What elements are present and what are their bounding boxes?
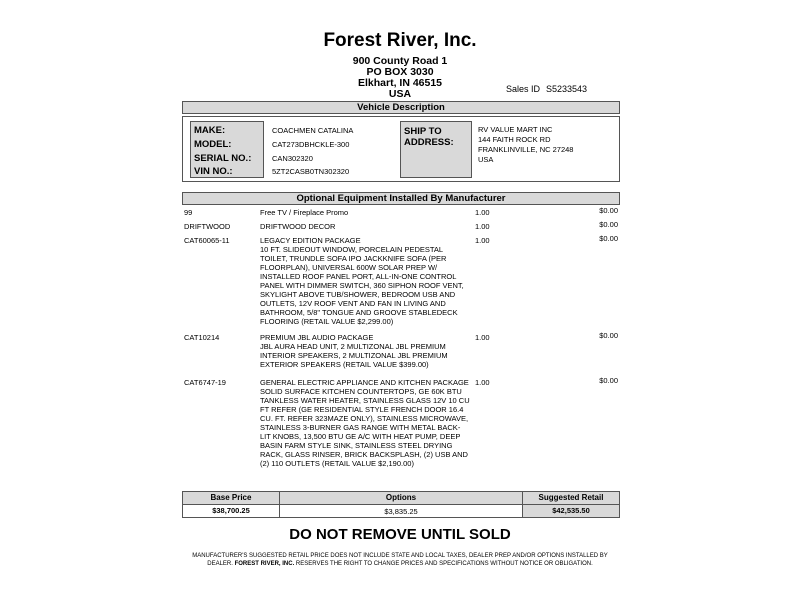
option-description: GENERAL ELECTRIC APPLIANCE AND KITCHEN PACKAGE SOLID SURFACE KITCHEN COUNTERTOPS, GE 60K BTU TANKLESS WATER HEATER, STAINLESS GLASS 12V 10 CU FT REFER (GE RESIDENTIAL STYLE FRENCH DOOR 16.4 CU. FT. REFER 323MAZE ONLY), STAINLESS MICROWAVE, STAINLESS 3-BURNER GAS RANGE WITH METAL BACK-LIT KNOBS, 13,500 BTU GE A/C WITH HEAT PUMP, DEEP BASIN FARM STYLE SINK, STAINLESS STEEL DRYING RACK, GLASS RINSER, BRICK BACKSPLASH, (2) USB AND (2) 110 OUTLETS (RETAIL VALUE $2,190.00): [260, 378, 470, 468]
vin-value: 5ZT2CASB0TN302320: [272, 167, 350, 176]
serial-label: SERIAL NO.:: [194, 153, 252, 164]
address-line: PO BOX 3030: [366, 66, 434, 78]
model-value: CAT273DBHCKLE-300: [272, 140, 350, 149]
sales-id-value: S5233543: [546, 84, 588, 94]
suggested-retail-value: $42,535.50: [552, 506, 590, 515]
disclaimer-company: FOREST RIVER, INC.: [234, 561, 295, 567]
option-description: DRIFTWOOD DECOR: [260, 222, 336, 231]
address-line: USA: [388, 88, 412, 100]
ship-to-line: USA: [478, 155, 494, 164]
suggested-retail-label: Suggested Retail: [538, 493, 604, 502]
sales-id-label: Sales ID: [506, 84, 541, 94]
make-label: MAKE:: [194, 125, 226, 136]
options-label: Options: [385, 493, 417, 502]
make-value: COACHMEN CATALINA: [272, 126, 354, 135]
option-price: $0.00: [599, 376, 618, 385]
option-price: $0.00: [599, 331, 618, 340]
address-line: Elkhart, IN 46515: [357, 77, 443, 89]
serial-value: CAN302320: [272, 154, 313, 163]
address-line: 900 County Road 1: [352, 55, 448, 67]
ship-to-line: RV VALUE MART INC: [478, 125, 553, 134]
ship-to-line: 144 FAITH ROCK RD: [478, 135, 551, 144]
sales-id: [506, 84, 587, 94]
model-label: MODEL:: [194, 139, 232, 150]
vin-label: VIN NO.:: [194, 166, 233, 177]
company-address: [0, 56, 800, 100]
disclaimer-text: MANUFACTURER'S SUGGESTED RETAIL PRICE DOES NOT INCLUDE STATE AND LOCAL TAXES, DEALER PREP AND/OR OPTIONS INSTALLED BY DEALER.: [192, 553, 608, 567]
optional-equipment-header: Optional Equipment Installed By Manufacturer: [182, 192, 620, 205]
option-qty: 1.00: [475, 236, 490, 245]
option-qty: 1.00: [475, 378, 490, 387]
base-price-value: $38,700.25: [212, 506, 250, 515]
option-description: LEGACY EDITION PACKAGE 10 FT. SLIDEOUT WINDOW, PORCELAIN PEDESTAL TOILET, TRUNDLE SOFA IPO JACKKNIFE SOFA (PER FLOORPLAN), UNIVERSAL 600W SOLAR PREP W/ INSTALLED ROOF PANEL PORT, ALL-IN-ONE CONTROL PANEL WITH DIMMER SWITCH, 360 SIPHON ROOF VENT, SKYLIGHT ABOVE TUB/SHOWER, BEDROOM USB AND OUTLETS, 12V ROOF VENT AND FAN IN LIVING AND BATHROOM, 5/8" TONGUE AND GROOVE STABLEDECK FLOORING (RETAIL VALUE $2,299.00): [260, 236, 464, 326]
option-price: $0.00: [599, 220, 618, 229]
ship-to-address: [478, 125, 573, 165]
option-price: $0.00: [599, 206, 618, 215]
option-code: 99: [184, 208, 193, 217]
option-qty: 1.00: [475, 333, 490, 342]
option-qty: 1.00: [475, 222, 490, 231]
option-code: DRIFTWOOD: [184, 222, 231, 231]
ship-to-line: FRANKLINVILLE, NC 27248: [478, 145, 574, 154]
option-description: Free TV / Fireplace Promo: [260, 208, 349, 217]
vehicle-description-header: Vehicle Description: [182, 101, 620, 114]
base-price-label: Base Price: [210, 493, 252, 502]
company-name: Forest River, Inc.: [323, 30, 477, 51]
ship-to-label: SHIP TO ADDRESS:: [404, 126, 454, 148]
option-code: CAT60065-11: [184, 236, 230, 245]
option-qty: 1.00: [475, 208, 490, 217]
option-code: CAT10214: [184, 333, 220, 342]
option-description: PREMIUM JBL AUDIO PACKAGE JBL AURA HEAD UNIT, 2 MULTIZONAL JBL PREMIUM INTERIOR SPEAKERS, 2 MULTIZONAL JBL PREMIUM EXTERIOR SPEAKERS (RETAIL VALUE $399.00): [260, 333, 448, 369]
disclaimer-text: RESERVES THE RIGHT TO CHANGE PRICES AND SPECIFICATIONS WITHOUT NOTICE OR OBLIGATION.: [294, 561, 593, 567]
do-not-remove-notice: DO NOT REMOVE UNTIL SOLD: [289, 526, 511, 543]
option-code: CAT6747-19: [184, 378, 226, 387]
options-value: $3,835.25: [384, 507, 418, 516]
disclaimer: [180, 552, 620, 568]
option-price: $0.00: [599, 234, 618, 243]
